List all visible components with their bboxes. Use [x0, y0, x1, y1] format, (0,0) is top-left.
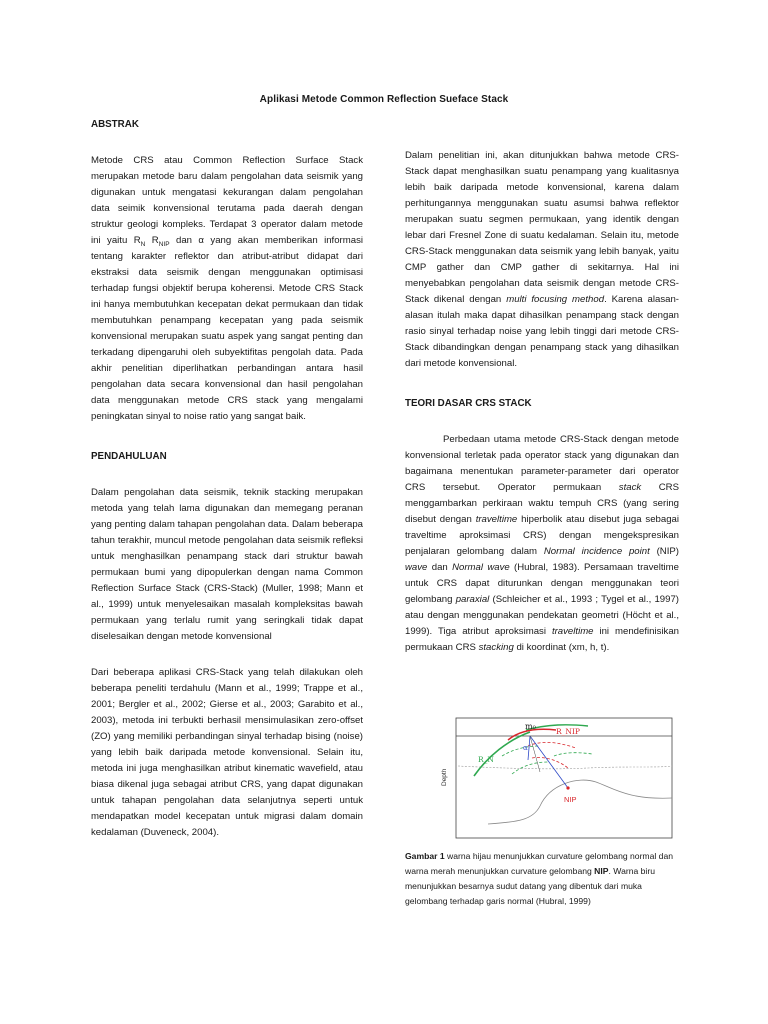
crs-wavefront-figure [428, 716, 676, 842]
label-rnip: R_NIP [556, 727, 580, 736]
theory-paragraph: Perbedaan utama metode CRS-Stack dengan metode konvensional terletak pada operator stack yang digunakan dan bagaimana menentukan parameter-parameter dari operator CRS tersebut. Operator permukaan stack CRS menggambarkan perkiraan waktu tempuh CRS (yang sering disebut dengan traveltime hiperbolik atau disebut juga sebagai traveltime aproksimasi CRS) dengan mengekspresikan penjalaran gelombang dalam Normal incidence point (NIP) wave dan Normal wave (Hubral, 1983). Persamaan traveltime untuk CRS dapat diturunkan dengan menggunakan teori gelombang paraxial (Schleicher et al., 1993 ; Tygel et al., 1997) atau dengan menggunakan pendekatan geometri (Höcht et al., 1999). Tiga atribut aproksimasi traveltime ini mendefinisikan permukaan CRS stacking di koordinat (xm, h, t). [405, 434, 680, 653]
left-column [91, 117, 363, 841]
label-m0: m₀ [525, 722, 536, 731]
theory-heading: TEORI DASAR CRS STACK [405, 398, 532, 409]
paper-title: Aplikasi Metode Common Reflection Sueface Stack [259, 94, 509, 105]
right-column [405, 148, 679, 656]
figure-caption: Gambar 1 warna hijau menunjukkan curvature gelombang normal dan warna merah menunjukkan curvature gelombang NIP. Warna biru menunjukkan besarnya sudut datang yang dibentuk dari muka gelombang terhadap garis normal (Hubral, 1999) [405, 851, 674, 906]
label-alpha: α [523, 744, 528, 752]
label-rn: R_N [478, 755, 494, 764]
introduction-paragraph-1: Dalam pengolahan data seismik, teknik stacking merupakan metoda yang telah lama digunakan dan memegang peranan yang penting dalam tahapan pengolahan data. Dalam beberapa tahun terakhir, muncul metode pengolahan data seismik refleksi untuk menghasilkan penampang stack dari struktur bawah permukaan bumi yang dipopulerkan dengan nama Common Reflection Surface Stack (CRS-Stack) (Muller, 1998; Mann et al., 1999) untuk menyelesaikan masalah kompleksitas bawah permukaan yang terlalu rumit yang seringkali tidak dapat diselesaikan dengan metode konvensional [91, 487, 363, 642]
nip-point [566, 786, 569, 789]
axis-label-depth: Depth [441, 768, 448, 786]
introduction-paragraph-2: Dari beberapa aplikasi CRS-Stack yang telah dilakukan oleh beberapa peneliti terdahulu (Mann et al., 1999; Trappe et al., 2001; Bergler et al., 2002; Gierse et al., 2003; Garabito et al., 2003), metoda ini terbukti berhasil mensimulasikan zero-offset (ZO) yang memiliki perbandingan sinyal terhadap bising (noise) yang lebih baik daripada metode konvensional. Selain itu, metoda ini juga menghasilkan atribut kinematic wavefield, atau biasa dikenal juga sebagai atribut CRS, yang dapat digunakan untuk tahapan pengolahan data selanjutnya seperti untuk mendapatkan model kecepatan untuk migrasi dalam domain kedalaman (Duveneck, 2004). [91, 667, 363, 838]
abstract-paragraph: Metode CRS atau Common Reflection Surface Stack merupakan metode baru dalam pengolahan data seismik yang digunakan untuk mengatasi kekurangan dalam pengolahan data seimik konvensional terutama pada daerah dengan struktur geologi kompleks. Terdapat 3 operator dalam metode ini yaitu $R_N$ $R_{NIP}$ dan α yang akan memberikan informasi tentang karakter reflektor dan atribut-atribut didapat dari ekstraksi data seismik dengan menggunakan optimisasi terhadap fungsi objektif berupa koherensi. Metode CRS Stack ini hanya membutuhkan kecepatan dekat permukaan dan tidak membutuhkan penampang kecepatan yang pada seismik konvensional merupakan suatu aspek yang sangat penting dan terkadang dipengaruhi oleh subyektifitas pengolah data. Pada akhir penelitian diperlihatkan perbandingan antara hasil pengolahan data secara konvensional dan hasil pengolahan data menggunakan metode CRS stack yang mengalami peningkatan sinyal to noise ratio yang sangat baik. [91, 155, 364, 422]
label-nip: NIP [564, 795, 577, 804]
introduction-paragraph-3: Dalam penelitian ini, akan ditunjukkan bahwa metode CRS-Stack dapat menghasilkan suatu penampang yang kualitasnya lebih baik daripada metode konvensional, karena dalam perhitungannya menggunakan suatu asumsi bahwa reflektor merupakan suatu segmen permukaan, yang identik dengan lebar dari Fresnel Zone di suatu kedalaman. Selain itu, metode CRS-Stack menggunakan data seismik yang lebih banyak, yaitu CMP gather dan CMP gather di sekitarnya. Hal ini menyebabkan pengolahan data seismik dengan metode CRS-Stack dikenal dengan multi focusing method. Karena alasan-alasan itulah maka dapat dihasilkan penampang stack dengan rasio sinyal terhadap noise yang lebih tinggi dari metode CRS-Stack dibandingkan dengan penampang stack yang dihasilkan dari metode konvensional. [405, 150, 679, 369]
introduction-heading: PENDAHULUAN [91, 451, 167, 462]
abstract-heading: ABSTRAK [91, 119, 139, 130]
